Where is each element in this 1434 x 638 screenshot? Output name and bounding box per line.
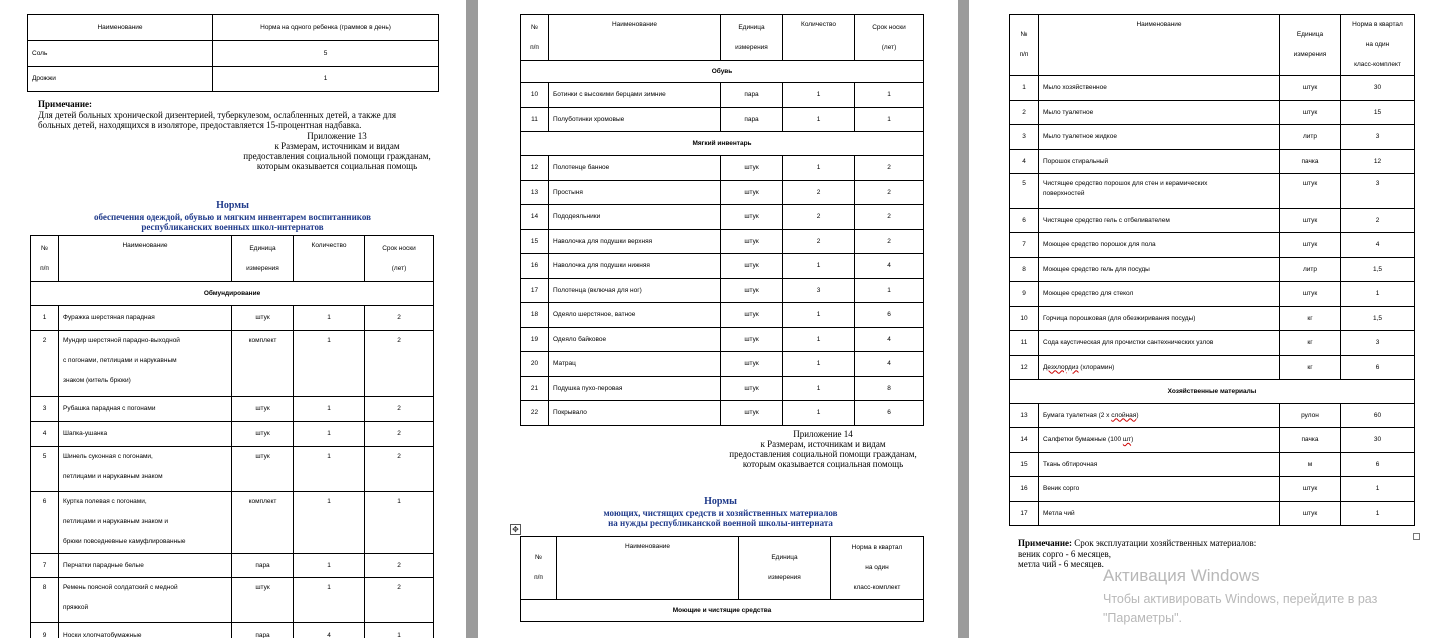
table-row: 2 Мундир шерстяной парадно-выходной с погонами, петлицами и нарукавным знаком (китель брюки) комплект 1 2 (31, 331, 434, 397)
table-row: 17 Полотенца (включая для ног) штук 3 1 (521, 279, 924, 303)
table-row: 4 Порошок стиральный пачка 12 (1010, 150, 1415, 174)
table-header: № п/п (521, 537, 557, 600)
table-row: 14 Пододеяльники штук 2 2 (521, 205, 924, 230)
note-text: Срок эксплуатации хозяйственных материалов: (1072, 538, 1257, 548)
table-header: Норма в квартал на один класс-комплект (831, 537, 924, 600)
spellcheck-word: Дезхлордиз (1043, 363, 1079, 371)
table-header: № п/п (31, 236, 59, 282)
table-row: 6 Чистящее средство гель с отбеливателем штук 2 (1010, 209, 1415, 233)
note-label: Примечание: (38, 99, 93, 109)
table-row: 15 Наволочка для подушки верхняя штук 2 2 (521, 230, 924, 254)
table-header: Наименование (28, 15, 213, 41)
appendix-14: Приложение 14 к Размерам, источникам и видам предоставления социальной помощи гражданам, которым оказывается социальная помощь (729, 429, 917, 469)
table-row: 3 Рубашка парадная с погонами штук 1 2 (31, 397, 434, 422)
table-row: 19 Одеяло байковое штук 1 4 (521, 328, 924, 352)
table-row: 16 Наволочка для подушки нижняя штук 1 4 (521, 254, 924, 279)
table-row: 2 Мыло туалетное штук 15 (1010, 101, 1415, 125)
table-header: Наименование (549, 15, 721, 61)
table-row: 22 Покрывало штук 1 6 (521, 401, 924, 426)
table-row: 1 Фуражка шерстяная парадная штук 1 2 (31, 306, 434, 331)
section-header: Мягкий инвентарь (521, 132, 924, 156)
table-row: 14 Салфетки бумажные (100 шт) пачка 30 (1010, 428, 1415, 453)
clothing-norm-table (30, 235, 434, 638)
windows-activation-text: Чтобы активировать Windows, перейдите в раз "Параметры". (1103, 592, 1378, 625)
table-row: 7 Моющее средство порошок для пола штук 4 (1010, 233, 1415, 258)
table-row: 10 Горчица порошковая (для обезжиривания посуды) кг 1,5 (1010, 307, 1415, 331)
table-row: 1 Мыло хозяйственное штук 30 (1010, 76, 1415, 101)
table-row: 10 Ботинки с высокими берцами зимние пара 1 1 (521, 83, 924, 108)
table-row: 15 Ткань обтирочная м 6 (1010, 453, 1415, 477)
windows-activation-title: Активация Windows (1103, 566, 1260, 585)
table-row: 5 Шинель суконная с погонами, петлицами и нарукавным знаком штук 1 2 (31, 447, 434, 492)
norm-title: Нормы (216, 200, 249, 211)
table-row: 13 Простыня штук 2 2 (521, 181, 924, 205)
table-header: Единица измерения (232, 236, 294, 282)
table-row: 9 Моющее средство для стекол штук 1 (1010, 282, 1415, 307)
section-header: Моющие и чистящие средства (521, 600, 924, 622)
move-handle-icon[interactable]: ✥ (510, 524, 521, 535)
table-row: Дрожжи 1 (28, 67, 439, 92)
table-row: 13 Бумага туалетная (2 х слойная) рулон 60 (1010, 404, 1415, 428)
table-header: Норма в квартал на один класс-комплект (1341, 15, 1415, 76)
table-row: 12 Полотенце банное штук 1 2 (521, 156, 924, 181)
document-page-2 (478, 0, 958, 638)
document-page-1 (0, 0, 466, 638)
table-header: Количество (783, 15, 855, 61)
table-header: № п/п (1010, 15, 1039, 76)
table-row: 11 Полуботинки хромовые пара 1 1 (521, 108, 924, 132)
table-header: Срок носки (лет) (365, 236, 434, 282)
clothing-norm-table-continued (520, 14, 924, 426)
table-header: Количество (294, 236, 365, 282)
table-row: 3 Мыло туалетное жидкое литр 3 (1010, 125, 1415, 150)
note (1018, 538, 1256, 548)
spellcheck-word: шт (1122, 436, 1132, 443)
table-row: 5 Чистящее средство порошок для стен и керамических поверхностей штук 3 (1010, 174, 1415, 209)
note-lines: веник сорго - 6 месяцев, метла чий - 6 месяцев. (1018, 549, 1112, 569)
table-row: 11 Сода каустическая для прочистки сантехнических узлов кг 3 (1010, 331, 1415, 356)
salt-yeast-table (27, 14, 439, 92)
table-row: 9 Носки хлопчатобумажные пара 4 1 (31, 623, 434, 638)
norm-subtitle: обеспечения одеждой, обувью и мягким инвентарем воспитанников республиканских военных школ-интернатов (93, 212, 371, 232)
table-header: Наименование (557, 537, 739, 600)
table-header: Наименование (1039, 15, 1280, 76)
table-row: 18 Одеяло шерстяное, ватное штук 1 6 (521, 303, 924, 328)
appendix-13: Приложение 13 к Размерам, источникам и видам предоставления социальной помощи гражданам, которым оказывается социальная помощь (243, 131, 431, 171)
table-row: 16 Веник сорго штук 1 (1010, 477, 1415, 502)
spellcheck-word: слойная (1111, 411, 1137, 419)
document-page-3 (969, 0, 1434, 638)
table-header: Единица измерения (1280, 15, 1341, 76)
note-label: Примечание: (1018, 538, 1073, 548)
table-row: 4 Шапка-ушанка штук 1 2 (31, 422, 434, 447)
detergent-norm-table-start (520, 536, 924, 622)
table-header: Срок носки (лет) (855, 15, 924, 61)
norm-title: Нормы (704, 496, 737, 507)
section-header: Хозяйственные материалы (1010, 380, 1415, 404)
norm-subtitle: моющих, чистящих средств и хозяйственных материалов на нужды республиканской военной школы-интерната (603, 508, 838, 528)
table-row: 12 Дезхлордиз (хлорамин) кг 6 (1010, 356, 1415, 380)
table-row: 8 Ремень поясной солдатский с медной пряжкой штук 1 2 (31, 578, 434, 623)
table-row: 7 Перчатки парадные белые пара 1 2 (31, 554, 434, 578)
table-row: 17 Метла чий штук 1 (1010, 502, 1415, 526)
table-header: Единица измерения (739, 537, 831, 600)
resize-handle-icon[interactable] (1413, 533, 1420, 540)
table-row: 20 Матрац штук 1 4 (521, 352, 924, 377)
detergent-norm-table (1009, 14, 1415, 526)
table-row: 6 Куртка полевая с погонами, петлицами и нарукавным знаком и брюки повседневные камуфлированные комплект 1 1 (31, 492, 434, 554)
table-row: 8 Моющее средство гель для посуды литр 1,5 (1010, 258, 1415, 282)
table-header: Наименование (59, 236, 232, 282)
table-header: № п/п (521, 15, 549, 61)
section-header: Обувь (521, 61, 924, 83)
section-header: Обмундирование (31, 282, 434, 306)
table-row: Соль 5 (28, 41, 439, 67)
table-header: Единица измерения (721, 15, 783, 61)
table-row: 21 Подушка пухо-перовая штук 1 8 (521, 377, 924, 401)
table-header: Норма на одного ребенка (граммов в день) (213, 15, 439, 41)
note-text: Для детей больных хронической дизентерией, туберкулезом, ослабленных детей, а также для больных детей, находящихся в изоляторе, предоставляется 15-процентная надбавка. (38, 110, 397, 130)
